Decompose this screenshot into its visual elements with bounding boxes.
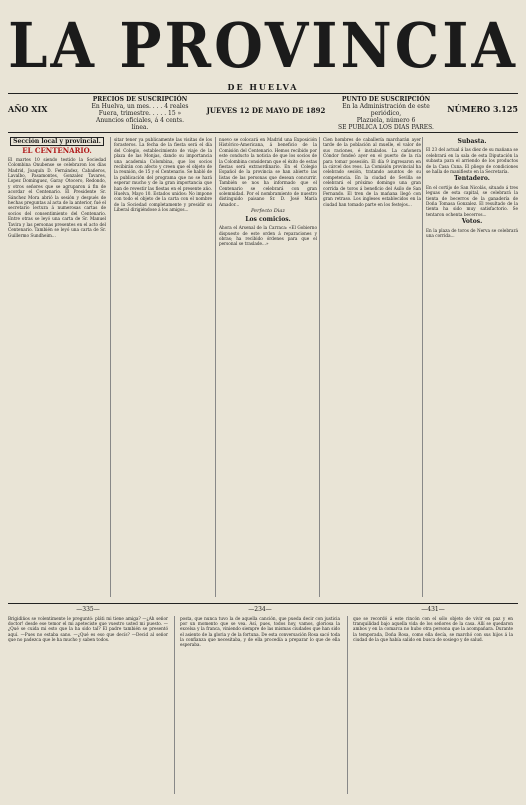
column-divider — [347, 616, 348, 794]
article-body: En la plaza de toros de Nerva se celebrará una corrida... — [426, 227, 518, 239]
article-heading: Los comicios. — [245, 215, 291, 223]
serial-text: Brigidiños se volentimente le preguntó: pláti mi tiene amiga? —¿Ah señor doctor! desde ese temor el mi apeteciste que vuestro usted mi puesto. —¿Qué se cuida mi esto que la ha sido tal? El padre también se presentó aquí. —Pues no estaba sano. —¿Qué es eso que decís? —Decid al señor que no padezca que le ha mucho y saben todos. — [8, 616, 168, 642]
article-body: Cien hombres de caballería marcharán ayer tarde de la población al muelle, el valor de sus raciones, é instalados. La cañonera Cóndor fondeó ayer en el puerto de la ría para tomar posesión. El día 9 ingresaron en la cárcel dos reos. La Comisión provincial ha celebrado sesión, tratando asuntos de su competencia. En la ciudad de Sevilla se celebrará el próximo domingo una gran corrida de toros á beneficio del Asilo de San Fernando. El tren de la mañana llegó con gran retraso. Los ingleses establecidos en la ciudad han tomado parte en los festejos... — [323, 137, 421, 207]
info-row — [8, 93, 518, 133]
subscription-line: En la Administración de este periódico, — [342, 103, 430, 117]
serial-column — [353, 616, 513, 796]
article-body: En el cortijo de San Nicolás, situado á tres leguas de esta capital, se celebrará la tienta de becerros de la ganadería de Doña Tomasa Gonzalez. El resultado de la tienta ha sido muy satisfactorio. Se tentaron ochenta becerros... — [426, 184, 518, 217]
issue-date: JUEVES 12 DE MAYO DE 1892 — [206, 106, 326, 115]
issue-number: NÚMERO 3.125 — [447, 104, 518, 114]
subscription-box — [336, 96, 436, 131]
serial-section — [8, 603, 518, 796]
page-number: —335— — [76, 606, 100, 613]
signature: Perfecto Diaz — [251, 208, 285, 215]
article-body: sitar tener ya publicamente las visitas de los forasteros. La fecha de la fiesta será el día del Colegio, establecimiento de viaje de la plaza de las Monjas, dando su importancia una academia Colombina, que los socios recibirán con afecto y creen que el objeto de la reunión, de 15 y el Centenario. Se habló de la publicación del programa que no se hará esperar mucho y de la gran importancia que han de revestir las fiestas en el presente año. Huelva, Mayo 10. Estados unidos: No impone con todo el objeto de la carta con el nombre de la Sociedad completamente y presidir su Liberal dirigiéndose á los amigos... — [114, 137, 212, 213]
section-heading: Sección local y provincial. — [10, 137, 104, 146]
article-body: nuevo se colocará en Madrid una Exposición Histórico-Americana, á beneficio de la Comisión del Centenario. Hemos recibido por este conducto la noticia de que los socios de la Colombina consideran que el éxito de estas fiestas será extraordinario. En el Colegio Español de la provincia se han abierto las listas de las personas que desean concurrir. También se nos ha informado que el Centenario se celebrará con gran solemnidad. Por el nombramiento de nuestro distinguido paisano Sr. D. José María Amador... — [219, 137, 317, 207]
newspaper-page — [8, 5, 518, 795]
front-page-columns — [8, 137, 518, 597]
article-heading: Tentadero. — [454, 175, 490, 183]
serial-column — [180, 616, 340, 796]
subscription-line: Plazuela, número 6 — [356, 117, 416, 124]
page-number: —234— — [248, 606, 272, 613]
serial-text: posta, que nunca tuvo la de aquella canción, que pueda decir con justicia por un momento que se vea. Así, pues, todos hoy, vamos, gloriosa la excelsa y la franca, viniendo siempre de las mismas ciudades que han sido el asiento de la gloria y de la fortuna. De esta conversación Rosa sacó toda la confianza que necesitaba, y de ella procedía a preparar lo que de ella esperaba. — [180, 616, 340, 648]
article-heading: Subasta. — [457, 138, 487, 145]
page-number: —431— — [421, 606, 445, 613]
newspaper-subtitle: DE HUELVA — [227, 82, 299, 92]
price-line: Anuncios oficiales, á 4 cents. línea. — [95, 117, 185, 131]
column-3 — [219, 137, 317, 597]
year-label: AÑO XIX — [8, 104, 48, 114]
column-divider — [215, 137, 216, 597]
column-5 — [426, 137, 518, 597]
column-4 — [323, 137, 421, 597]
article-body: El martes 10 siendo testido la Sociedad Colombina Onubense se celebraron los días Madrid, Joaquín D. Fernández, Cabañeros, Lavalbo, Pasamontes, Gonzalez Tavares, Lopez Domínguez, Garay Otocero, Redondo, y otros señores que se agruparon á fin de acordar el Centenario. El Presidente Sr. Sánchez Mora abrió la sesión y después de hechas preguntas al acta de la anterior, fué el secretario lectura á numerosas cartas de socios del consentimiento del Centenario. Entre otras se leyó una carta de Sr. Manuel Tavira y las personas presentes en el acto del Centenario. También se leyó una carta de Sr. Guillermo Sundheim... — [8, 156, 106, 238]
column-divider — [174, 616, 175, 794]
serial-text: que se recordó á este rincón con el sólo objeto de vivir en paz y en tranquilidad bajo aquella vida de los señores de la casa. Allí se quedaron ambos y en la comarca no hubo otra persona que la acompañara. Durante la temporada, Doña Rosa, como ella decía, se marchó con sus hijos á la ciudad de la que había salido en busca de sosiego y de salud. — [353, 616, 513, 642]
column-2 — [114, 137, 212, 597]
article-body: El 23 del actual á las diez de su mañana se celebrará en la sala de esta Diputación la subasta para el arriendo de los productos de la Casa Cuna. El pliego de condiciones se halla de manifiesto en la Secretaría. — [426, 147, 518, 175]
newspaper-title: LA PROVINCIA — [8, 9, 518, 83]
article-heading: Votos. — [461, 218, 483, 226]
price-line: En Huelva, un mes. . . . 4 reales — [91, 103, 189, 110]
subscription-line: SE PUBLICA LOS DIAS PARES. — [338, 124, 434, 131]
column-divider — [110, 137, 111, 597]
column-1 — [8, 137, 106, 597]
column-divider — [422, 137, 423, 597]
column-divider — [319, 137, 320, 597]
prices-box — [90, 96, 190, 131]
article-title: EL CENTENARIO. — [22, 146, 92, 156]
prices-heading: PRECIOS DE SUSCRIPCIÓN — [92, 96, 188, 103]
article-body: Ahora el Arsenal de la Carraca: «El Gobierno dispuesto de este orden á reparaciones y obras; ha recibido órdenes para que el personal se traslade...» — [219, 225, 317, 247]
masthead — [8, 9, 518, 83]
serial-column — [8, 616, 168, 796]
subscription-heading: PUNTO DE SUSCRIPCIÓN — [341, 96, 431, 103]
price-line: Fuera, trimestre. . . . . 15 » — [98, 110, 182, 117]
